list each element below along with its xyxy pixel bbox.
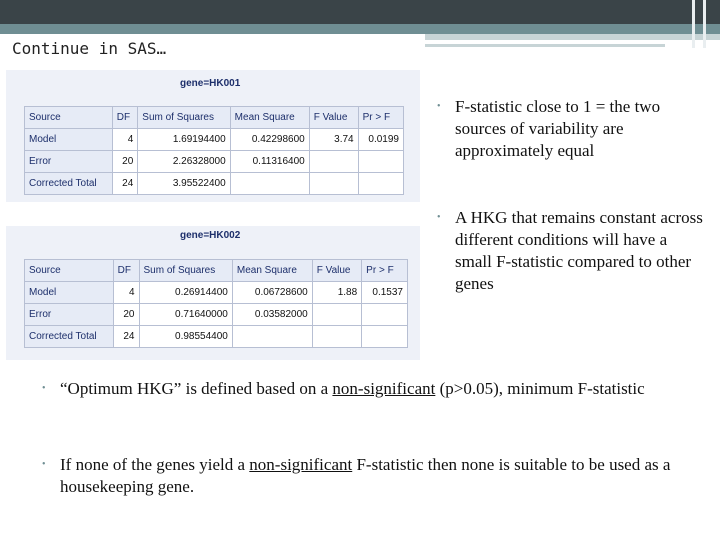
anova-table-hk001	[24, 106, 404, 195]
bullet-f-statistic	[437, 96, 707, 162]
underlined-term: non-significant	[332, 379, 436, 398]
column-header: Sum of Squares	[139, 260, 232, 282]
cell-f	[309, 173, 358, 195]
cell-p	[358, 151, 403, 173]
table-row	[25, 173, 404, 195]
cell-ms	[230, 173, 309, 195]
cell-p: 0.0199	[358, 129, 403, 151]
cell-df: 4	[112, 129, 138, 151]
column-header: F Value	[309, 107, 358, 129]
cell-df: 4	[113, 282, 139, 304]
row-source: Model	[25, 129, 113, 151]
cell-p	[362, 304, 408, 326]
cell-f	[309, 151, 358, 173]
column-header: DF	[113, 260, 139, 282]
row-source: Model	[25, 282, 114, 304]
sas-gene-label: gene=HK001	[180, 78, 241, 89]
row-source: Corrected Total	[25, 326, 114, 348]
table-row	[25, 151, 404, 173]
column-header: DF	[112, 107, 138, 129]
cell-ss: 0.98554400	[139, 326, 232, 348]
bullet-dot-icon: •	[437, 212, 441, 223]
bullet-text: F-statistic close to 1 = the two sources of variability are approximately equal	[455, 97, 661, 160]
table-row	[25, 304, 408, 326]
cell-p	[362, 326, 408, 348]
cell-ss: 0.26914400	[139, 282, 232, 304]
header-band-teal	[0, 24, 720, 34]
row-source: Corrected Total	[25, 173, 113, 195]
bullet-text-post: F-statistic then none is suitable to be used as a housekeeping gene.	[60, 455, 671, 496]
table-header-row	[25, 260, 408, 282]
bullet-text: A HKG that remains constant across different conditions will have a small F-statistic compared to other genes	[455, 208, 703, 293]
cell-ss: 3.95522400	[138, 173, 230, 195]
column-header: Mean Square	[232, 260, 312, 282]
slide-title: Continue in SAS…	[12, 39, 167, 58]
cell-ms: 0.06728600	[232, 282, 312, 304]
cell-df: 24	[112, 173, 138, 195]
cell-ss: 0.71640000	[139, 304, 232, 326]
cell-df: 24	[113, 326, 139, 348]
table-row	[25, 326, 408, 348]
sas-gene-label: gene=HK002	[180, 230, 241, 241]
cell-ms	[232, 326, 312, 348]
column-header: Pr > F	[362, 260, 408, 282]
column-header: Mean Square	[230, 107, 309, 129]
cell-f: 3.74	[309, 129, 358, 151]
row-source: Error	[25, 151, 113, 173]
cell-df: 20	[113, 304, 139, 326]
bullet-text	[42, 378, 702, 400]
bullet-optimum-hkg	[42, 378, 702, 400]
cell-p	[358, 173, 403, 195]
bullet-dot-icon: •	[437, 101, 441, 112]
header-band-dark	[0, 0, 720, 24]
bullet-none-suitable	[42, 454, 702, 498]
bullet-text-pre: “Optimum HKG” is defined based on a	[60, 379, 333, 398]
header-band-light-thin	[425, 44, 665, 47]
cell-p: 0.1537	[362, 282, 408, 304]
header-divider	[692, 0, 695, 48]
column-header: Pr > F	[358, 107, 403, 129]
table-row	[25, 129, 404, 151]
cell-df: 20	[112, 151, 138, 173]
table-row	[25, 282, 408, 304]
cell-f	[312, 304, 361, 326]
header-divider	[703, 0, 706, 48]
bullet-dot-icon: •	[42, 459, 46, 470]
table-header-row	[25, 107, 404, 129]
column-header: F Value	[312, 260, 361, 282]
bullet-hkg-constant	[437, 207, 707, 295]
cell-f	[312, 326, 361, 348]
bullet-text-post: (p>0.05), minimum F-statistic	[435, 379, 645, 398]
cell-ms: 0.03582000	[232, 304, 312, 326]
underlined-term: non-significant	[249, 455, 353, 474]
bullet-text	[42, 454, 702, 498]
cell-f: 1.88	[312, 282, 361, 304]
column-header: Sum of Squares	[138, 107, 230, 129]
bullet-dot-icon: •	[42, 383, 46, 394]
column-header: Source	[25, 107, 113, 129]
row-source: Error	[25, 304, 114, 326]
cell-ms: 0.11316400	[230, 151, 309, 173]
cell-ms: 0.42298600	[230, 129, 309, 151]
cell-ss: 2.26328000	[138, 151, 230, 173]
header-band-light	[425, 34, 720, 40]
bullet-text-pre: If none of the genes yield a	[60, 455, 250, 474]
anova-table-hk002	[24, 259, 408, 348]
column-header: Source	[25, 260, 114, 282]
cell-ss: 1.69194400	[138, 129, 230, 151]
